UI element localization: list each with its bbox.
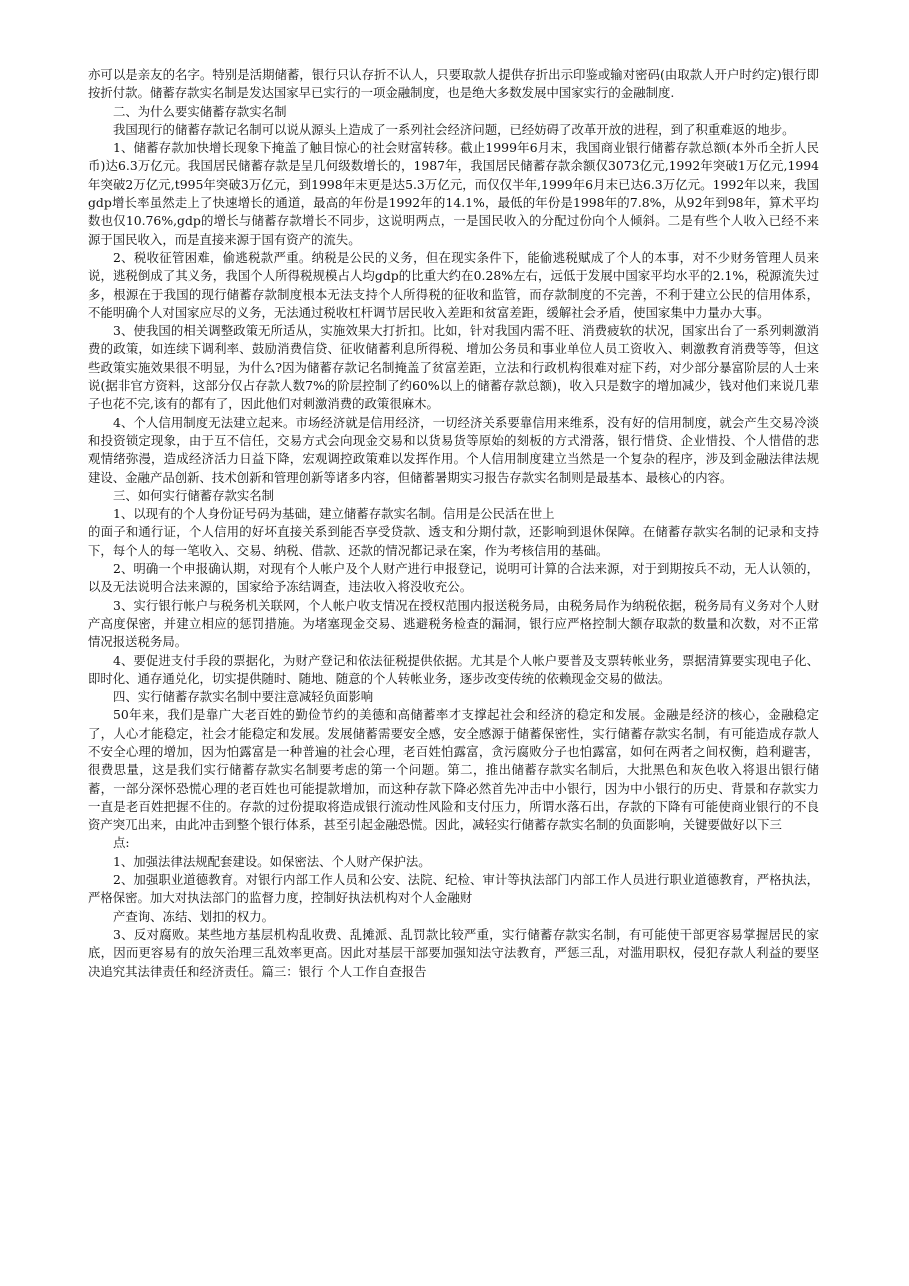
paragraph-point-2: 2、明确一个申报确认期，对现有个人帐户及个人财产进行申报登记，说明可计算的合法来源，对于到期按兵不动，无人认领的，以及无法说明合法来源的，国家给予冻结调查，违法收入将没收充公。 [88,561,819,595]
paragraph-intro: 亦可以是亲友的名字。特别是活期储蓄，银行只认存折不认人，只要取款人提供存折出示印鉴或输对密码(由取款人开户时约定)银行即按折付款。储蓄存款实名制是发达国家早已实行的一项金融制度，也是绝大多数发展中国家实行的金融制度. [88,67,819,101]
paragraph-point-2: 2、税收征管困难，偷逃税款严重。纳税是公民的义务，但在现实条件下，能偷逃税赋成了个人的本事，对不少财务管理人员来说，逃税倒成了其义务，我国个人所得税规模占人均gdp的比重大约在0.28%左右，远低于发展中国家平均水平的2.1%，税源流失过多，根源在于我国的现行储蓄存款制度根本无法支持个人所得税的征收和监管，而存款制度的不完善，不利于建立公民的信用体系，不能明确个人对国家应尽的义务，无法通过税收杠杆调节居民收入差距和贫富差距，缓解社会矛盾，使国家集中力量办大事。 [88,249,819,320]
paragraph: 我国现行的储蓄存款记名制可以说从源头上造成了一系列社会经济问题，已经妨碍了改革开放的进程，到了积重难返的地步。 [113,121,795,137]
paragraph-point-2: 2、加强职业道德教育。对银行内部工作人员和公安、法院、纪检、审计等执法部门内部工作人员进行职业道德教育，严格执法，严格保密。加大对执法部门的监督力度，控制好执法机构对个人金融财 [88,872,819,906]
paragraph-point-1: 1、以现有的个人身份证号码为基础，建立储蓄存款实名制。信用是公民活在世上 [113,506,555,522]
section-heading-2: 二、为什么要实储蓄存款实名制 [113,103,287,119]
paragraph-point-3: 3、反对腐败。某些地方基层机构乱收费、乱摊派、乱罚款比较严重，实行储蓄存款实名制，有可能使干部更容易掌握居民的家底，因而更容易有的放矢治理三乱效率更高。因此对基层干部要加强知法守法教育，严惩三乱，对滥用职权，侵犯存款人利益的要坚决追究其法律责任和经济责任。篇三：银行 个人工作自查报告 [88,926,819,979]
paragraph-point-4: 4、要促进支付手段的票据化，为财产登记和依法征税提供依据。尤其是个人帐户要普及支票转帐业务，票据清算要实现电子化、即时化、通存通兑化，切实提供随时、随地、随意的个人转帐业务，逐步改变传统的依赖现金交易的做法。 [88,652,819,686]
section-heading-4: 四、实行储蓄存款实名制中要注意减轻负面影响 [113,689,374,705]
paragraph-continuation: 的面子和通行证，个人信用的好坏直接关系到能否享受贷款、透支和分期付款，还影响到退休保障。在储蓄存款实名制的记录和支持下，每个人的每一笔收入、交易、纳税、借款、还款的情况都记录在案，作为考核信用的基础。 [88,524,819,558]
section-heading-3: 三、如何实行储蓄存款实名制 [113,487,275,503]
paragraph-point-4: 4、个人信用制度无法建立起来。市场经济就是信用经济，一切经济关系要靠信用来维系，没有好的信用制度，就会产生交易冷淡和投资锁定现象，由于互不信任，交易方式会向现金交易和以货易货等原始的刻板的方式滑落，银行惜贷、企业惜投、个人惜借的悲观情绪弥漫，造成经济活力日益下降，宏观调控政策难以发挥作用。个人信用制度建立当然是一个复杂的程序，涉及到金融法律法规建设、金融产品创新、技术创新和管理创新等诸多内容，但储蓄暑期实习报告存款实名制则是最基本、最核心的内容。 [88,414,819,485]
paragraph-fragment: 点: [113,835,130,851]
paragraph-point-1: 1、储蓄存款加快增长现象下掩盖了触目惊心的社会财富转移。截止1999年6月末，我国商业银行储蓄存款总额(本外币全折人民币)达6.3万亿元。我国居民储蓄存款是呈几何级数增长的，1987年，我国居民储蓄存款余额仅3073亿元,1992年突破1万亿元,1994年突破2万亿元,t995年突破3万亿元，到1998年末更是达5.3万亿元，而仅仅半年,1999年6月末已达6.3万亿元。1992年以来，我国gdp增长率虽然走上了快速增长的通道，最高的年份是1992年的14.1%，最低的年份是1998年的7.8%，从92年到98年，算术平均数也仅10.76%,gdp的增长与储蓄存款增长不同步，这说明两点，一是国民收入的分配过份向个人倾斜。二是有些个人收入已经不来源于国民收入，而是直接来源于国有资产的流失。 [88,140,819,247]
paragraph-point-1: 1、加强法律法规配套建设。如保密法、个人财产保护法。 [113,853,431,869]
paragraph-point-3: 3、实行银行帐户与税务机关联网，个人帐户收支情况在授权范围内报送税务局，由税务局作为纳税依据，税务局有义务对个人财产高度保密，并建立相应的惩罚措施。为堵塞现金交易、逃避税务检查的漏洞，银行应严格控制大额存取款的数量和次数，对不正常情况报送税务局。 [88,597,819,650]
paragraph-fragment: 产查询、冻结、划扣的权力。 [113,908,275,924]
paragraph-point-3: 3、使我国的相关调整政策无所适从，实施效果大打折扣。比如，针对我国内需不旺、消费疲软的状况，国家出台了一系列刺激消费的政策，如连续下调利率、鼓励消费信贷、征收储蓄利息所得税、增加公务员和事业单位人员工资收入、刺激教育消费等等，但这些政策实施效果很不明显，为什么?因为储蓄存款记名制掩盖了贫富差距，立法和行政机构很难对症下药，对少部分暴富阶层的人士来说(据非官方资料，这部分仅占存款人数7%的阶层控制了约60%以上的储蓄存款总额)，收入只是数字的增加减少，钱对他们来说几辈子也花不完,该有的都有了，因此他们对刺激消费的政策很麻木。 [88,323,819,412]
paragraph: 50年来，我们是靠广大老百姓的勤俭节约的美德和高储蓄率才支撑起社会和经济的稳定和发展。金融是经济的核心，金融稳定了，人心才能稳定，社会才能稳定和发展。发展储蓄需要安全感，安全感源于储蓄保密性，实行储蓄存款实名制，有可能造成存款人不安全心理的增加，因为怕露富是一种普遍的社会心理，老百姓怕露富，贪污腐败分子也怕露富，如何在两者之间权衡，趋利避害，很费思量，这是我们实行储蓄存款实名制要考虑的第一个问题。第二，推出储蓄存款实名制后，大批黑色和灰色收入将退出银行储蓄，一部分深怀恐慌心理的老百姓也可能提款增加，而这种存款下降必然首先冲击中小银行，因为中小银行的历史、背景和存款实力一直是老百姓把握不住的。存款的过份提取将造成银行流动性风险和支付压力，所谓水落石出，存款的下降有可能使商业银行的不良资产突兀出来，由此冲击到整个银行体系，甚至引起金融恐慌。因此，减轻实行储蓄存款实名制的负面影响，关键要做好以下三 [88,707,819,833]
